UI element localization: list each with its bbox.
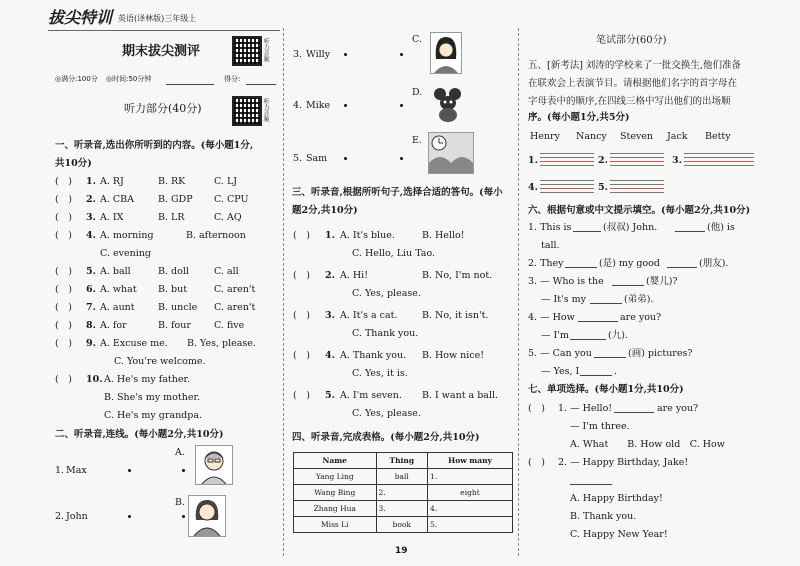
table-body xyxy=(294,469,513,533)
blank[interactable] xyxy=(570,484,612,485)
table-cell: Zhang Hua xyxy=(294,501,377,517)
exchange-name: Jack xyxy=(667,131,688,142)
blank[interactable] xyxy=(580,375,612,376)
blank[interactable] xyxy=(565,267,597,268)
item-num: 5. xyxy=(325,390,335,401)
match-dot[interactable] xyxy=(400,157,403,160)
table-header-cell: Thing xyxy=(376,453,428,469)
girl-picture xyxy=(430,32,462,74)
match-dot[interactable] xyxy=(344,157,347,160)
option-c[interactable]: C. You're welcome. xyxy=(114,356,206,367)
mother-picture xyxy=(188,495,226,537)
writing-line[interactable] xyxy=(540,157,594,158)
match-dot[interactable] xyxy=(128,469,131,472)
sec6-q4-a: 4. — How xyxy=(528,312,575,323)
option-a[interactable]: A. It's a cat. xyxy=(340,310,398,321)
sec6-title: 六、根据句意或中文提示填空。(每小题2分,共10分) xyxy=(528,205,751,216)
answer-paren[interactable]: ( ) xyxy=(293,310,310,321)
sec7-q2: 2. — Happy Birthday, Jake! xyxy=(558,457,689,468)
answer-paren[interactable]: ( ) xyxy=(55,320,72,331)
writing-line[interactable] xyxy=(684,157,754,158)
item-num: 4. xyxy=(86,230,96,241)
match-num: 1. xyxy=(55,465,65,476)
option-c[interactable]: C. Yes, please. xyxy=(352,408,421,419)
sec7-q1: 1. — Hello! xyxy=(558,403,613,414)
table-row xyxy=(294,501,513,517)
match-letter: E. xyxy=(412,135,422,146)
mouse-picture xyxy=(430,85,466,123)
option-a[interactable]: A. RJ xyxy=(100,176,124,187)
written-heading: 笔试部分(60分) xyxy=(596,35,667,46)
answer-paren[interactable]: ( ) xyxy=(55,212,72,223)
writing-line[interactable] xyxy=(610,192,664,193)
writing-line[interactable] xyxy=(540,192,594,193)
option-a[interactable]: A. Excuse me. xyxy=(100,338,168,349)
match-letter: D. xyxy=(412,87,423,98)
blank[interactable] xyxy=(667,267,697,268)
option-a[interactable]: A. morning xyxy=(100,230,154,241)
book-subtitle: 英语(译林版)三年级上 xyxy=(118,14,197,23)
sec7-q2-opt: C. Happy New Year! xyxy=(570,529,668,540)
listening-heading: 听力部分(40分) xyxy=(124,102,202,115)
sec6-q5-b: (画) pictures? xyxy=(628,348,693,359)
table-row xyxy=(294,469,513,485)
option-c[interactable]: C. LJ xyxy=(214,176,238,187)
sec6-q1-d: tall. xyxy=(541,240,560,251)
match-num: 3. xyxy=(293,49,303,60)
grandpa-picture xyxy=(195,445,233,485)
sec7-title: 七、单项选择。(每小题1分,共10分) xyxy=(528,384,684,395)
table-row xyxy=(294,517,513,533)
table-cell: Wang Bing xyxy=(294,485,377,501)
option-c[interactable]: C. He's my grandpa. xyxy=(104,410,203,421)
sec6-q5-a: 5. — Can you xyxy=(528,348,592,359)
item-num: 1. xyxy=(325,230,335,241)
option-c[interactable]: C. aren't xyxy=(214,302,256,313)
table-cell: eight xyxy=(428,485,513,501)
option-b[interactable]: B. Yes, please. xyxy=(187,338,256,349)
sec6-q5-c: — Yes, I xyxy=(541,366,580,377)
table-header-cell: Name xyxy=(294,453,377,469)
match-name: Max xyxy=(66,465,87,476)
sec6-q2-b: (是) my good xyxy=(599,258,660,269)
option-c[interactable]: C. AQ xyxy=(214,212,242,223)
item-num: 2. xyxy=(86,194,96,205)
table-blank-cell[interactable]: 2. xyxy=(376,485,428,501)
table-cell: book xyxy=(376,517,428,533)
line-num: 5. xyxy=(598,182,608,193)
item-num: 9. xyxy=(86,338,96,349)
writing-line[interactable] xyxy=(540,161,594,162)
writing-line[interactable] xyxy=(610,153,664,154)
sec7-q2-opt: A. Happy Birthday! xyxy=(570,493,663,504)
sec6-q3-d: (弟弟). xyxy=(624,294,654,305)
blank[interactable] xyxy=(578,321,618,322)
sec6-q2-a: 2. They xyxy=(528,258,564,269)
writing-line[interactable] xyxy=(684,165,754,166)
option-a[interactable]: A. aunt xyxy=(100,302,135,313)
item-num: 6. xyxy=(86,284,96,295)
item-num: 5. xyxy=(86,266,96,277)
option-b[interactable]: B. LR xyxy=(158,212,185,223)
answer-paren[interactable]: ( ) xyxy=(55,302,72,313)
table-blank-cell[interactable]: 3. xyxy=(376,501,428,517)
match-letter: A. xyxy=(175,447,185,458)
writing-line[interactable] xyxy=(610,161,664,162)
line-num: 1. xyxy=(528,155,538,166)
table-header-cell: How many xyxy=(428,453,513,469)
match-name: Willy xyxy=(306,49,331,60)
option-a[interactable]: A. ball xyxy=(100,266,131,277)
option-b[interactable]: B. afternoon xyxy=(186,230,246,241)
match-dot[interactable] xyxy=(400,104,403,107)
writing-line[interactable] xyxy=(610,188,664,189)
option-a[interactable]: A. IX xyxy=(100,212,124,223)
sec2-title: 二、听录音,连线。(每小题2分,共10分) xyxy=(55,429,224,440)
blank[interactable] xyxy=(614,412,654,413)
column-divider xyxy=(518,28,519,556)
sec1-title-cont: 共10分) xyxy=(55,158,92,169)
item-num: 1. xyxy=(86,176,96,187)
sec5-text: 五、[新考法] 刘涛的学校来了一批交换生,他们准备 xyxy=(528,60,741,71)
answer-paren[interactable]: ( ) xyxy=(55,176,72,187)
sec6-q3-b: (婴儿)? xyxy=(646,276,678,287)
blank[interactable] xyxy=(573,231,601,232)
item-num: 3. xyxy=(325,310,335,321)
sec6-q4-c: — I'm xyxy=(541,330,569,341)
writing-line[interactable] xyxy=(540,165,594,166)
sec4-title: 四、听录音,完成表格。(每小题2分,共10分) xyxy=(292,432,480,443)
option-a[interactable]: A. I'm seven. xyxy=(340,390,402,401)
sec6-q5-d: . xyxy=(614,366,618,377)
option-b[interactable]: B. RK xyxy=(158,176,186,187)
answer-paren[interactable]: ( ) xyxy=(55,374,72,385)
answer-paren[interactable]: ( ) xyxy=(528,403,545,414)
answer-paren[interactable]: ( ) xyxy=(528,457,545,468)
answer-paren[interactable]: ( ) xyxy=(55,266,72,277)
writing-line[interactable] xyxy=(540,188,594,189)
option-c[interactable]: C. Thank you. xyxy=(352,328,419,339)
name-line[interactable] xyxy=(166,84,214,85)
option-c[interactable]: C. evening xyxy=(100,248,151,259)
option-b[interactable]: B. How nice! xyxy=(422,350,485,361)
writing-line[interactable] xyxy=(540,153,594,154)
answer-paren[interactable]: ( ) xyxy=(55,284,72,295)
exchange-name: Henry xyxy=(530,131,560,142)
sec7-q2-opt: B. Thank you. xyxy=(570,511,637,522)
option-b[interactable]: B. Hello! xyxy=(422,230,465,241)
answer-paren[interactable]: ( ) xyxy=(55,194,72,205)
header-rule xyxy=(48,30,280,31)
option-c[interactable]: C. Yes, it is. xyxy=(352,368,408,379)
table-cell: Yang Ling xyxy=(294,469,377,485)
blank[interactable] xyxy=(594,357,626,358)
item-num: 2. xyxy=(325,270,335,281)
table-blank-cell[interactable]: 5. xyxy=(428,517,513,533)
sec6-q4-b: are you? xyxy=(620,312,662,323)
writing-line[interactable] xyxy=(684,153,754,154)
option-a[interactable]: A. Hi! xyxy=(340,270,369,281)
score-label: 得分: xyxy=(224,75,241,83)
sec6-q4-d: (九). xyxy=(608,330,628,341)
writing-line[interactable] xyxy=(540,180,594,181)
item-num: 7. xyxy=(86,302,96,313)
writing-line[interactable] xyxy=(610,180,664,181)
exchange-name: Betty xyxy=(705,131,731,142)
sec1-title: 一、听录音,选出你所听到的内容。(每小题1分, xyxy=(55,140,254,151)
match-name: Sam xyxy=(306,153,328,164)
qr-label: 听力音频 xyxy=(262,38,269,62)
option-a[interactable]: A. for xyxy=(100,320,127,331)
option-a[interactable]: A. Thank you. xyxy=(340,350,407,361)
sec6-q1-a: 1. This is xyxy=(528,222,572,233)
match-dot[interactable] xyxy=(344,104,347,107)
option-b[interactable]: B. four xyxy=(158,320,191,331)
sec6-q1-b: (叔叔) John. xyxy=(603,222,658,233)
table-blank-cell[interactable]: 1. xyxy=(428,469,513,485)
column-divider xyxy=(283,28,284,556)
line-num: 2. xyxy=(598,155,608,166)
item-num: 4. xyxy=(325,350,335,361)
sec7-q1b: are you? xyxy=(657,403,699,414)
table-blank-cell[interactable]: 4. xyxy=(428,501,513,517)
table-cell: ball xyxy=(376,469,428,485)
option-a[interactable]: A. CBA xyxy=(100,194,135,205)
match-name: John xyxy=(66,511,88,522)
sec6-q1-c: (他) is xyxy=(707,222,735,233)
answer-paren[interactable]: ( ) xyxy=(293,270,310,281)
option-b[interactable]: B. but xyxy=(158,284,188,295)
writing-line[interactable] xyxy=(610,157,664,158)
option-b[interactable]: B. I want a ball. xyxy=(422,390,499,401)
line-num: 3. xyxy=(672,155,682,166)
blank[interactable] xyxy=(590,303,622,304)
page-number: 19 xyxy=(395,546,408,556)
time-limit: ◎时间:50分钟 xyxy=(106,75,152,83)
option-c[interactable]: C. Hello, Liu Tao. xyxy=(352,248,436,259)
option-c[interactable]: C. Yes, please. xyxy=(352,288,421,299)
sec5-text: 序。(每小题1分,共5分) xyxy=(528,112,630,123)
exchange-name: Nancy xyxy=(576,131,607,142)
match-dot[interactable] xyxy=(182,469,185,472)
answer-paren[interactable]: ( ) xyxy=(55,230,72,241)
exchange-name: Steven xyxy=(620,131,654,142)
sec3-title: 三、听录音,根据所听句子,选择合适的答句。(每小 xyxy=(292,187,503,198)
answer-paren[interactable]: ( ) xyxy=(55,338,72,349)
score-line[interactable] xyxy=(246,84,276,85)
match-dot[interactable] xyxy=(182,515,185,518)
line-num: 4. xyxy=(528,182,538,193)
match-dot[interactable] xyxy=(344,53,347,56)
answer-table xyxy=(293,452,513,533)
match-letter: B. xyxy=(175,497,186,508)
blank[interactable] xyxy=(675,231,705,232)
option-a[interactable]: A. It's blue. xyxy=(340,230,395,241)
writing-line[interactable] xyxy=(610,184,664,185)
sec6-q3-a: 3. — Who is the xyxy=(528,276,604,287)
sec5-text: 在联欢会上表演节目。请根据他们名字的首字母在 xyxy=(528,78,738,89)
table-cell: Miss Li xyxy=(294,517,377,533)
answer-paren[interactable]: ( ) xyxy=(293,390,310,401)
option-c[interactable]: C. aren't xyxy=(214,284,256,295)
qr-code-icon[interactable] xyxy=(232,96,262,126)
option-c[interactable]: C. CPU xyxy=(214,194,249,205)
option-c[interactable]: C. all xyxy=(214,266,239,277)
table-header-row xyxy=(294,453,513,469)
full-score: ◎满分:100分 xyxy=(55,75,98,83)
option-b[interactable]: B. No, I'm not. xyxy=(422,270,493,281)
sec5-text: 字母表中的顺序,在四线三格中写出他们的出场顺 xyxy=(528,96,731,107)
writing-line[interactable] xyxy=(540,184,594,185)
clock-landscape-picture xyxy=(428,132,474,174)
match-num: 4. xyxy=(293,100,303,111)
option-b[interactable]: B. She's my mother. xyxy=(104,392,200,403)
option-a[interactable]: A. what xyxy=(100,284,137,295)
exam-title: 期末拔尖测评 xyxy=(122,44,201,59)
match-name: Mike xyxy=(306,100,331,111)
option-a[interactable]: A. He's my father. xyxy=(104,374,190,385)
match-num: 5. xyxy=(293,153,303,164)
sec7-q1c: — I'm three. xyxy=(570,421,630,432)
sec7-q1-options: A. What B. How old C. How xyxy=(570,439,725,450)
match-num: 2. xyxy=(55,511,65,522)
match-dot[interactable] xyxy=(128,515,131,518)
option-b[interactable]: B. uncle xyxy=(158,302,198,313)
answer-paren[interactable]: ( ) xyxy=(293,350,310,361)
sec6-q2-c: (朋友). xyxy=(699,258,729,269)
table-row xyxy=(294,485,513,501)
qr-label: 听力音频 xyxy=(262,98,269,122)
blank[interactable] xyxy=(570,339,606,340)
item-num: 3. xyxy=(86,212,96,223)
option-b[interactable]: B. doll xyxy=(158,266,189,277)
match-letter: C. xyxy=(412,34,422,45)
brand-logo: 拔尖特训 xyxy=(48,8,113,27)
writing-line[interactable] xyxy=(684,161,754,162)
sec3-title-cont: 题2分,共10分) xyxy=(292,205,358,216)
blank[interactable] xyxy=(612,285,644,286)
sec6-q3-c: — It's my xyxy=(541,294,586,305)
option-b[interactable]: B. GDP xyxy=(158,194,193,205)
answer-paren[interactable]: ( ) xyxy=(293,230,310,241)
option-c[interactable]: C. five xyxy=(214,320,245,331)
match-dot[interactable] xyxy=(400,53,403,56)
item-num: 8. xyxy=(86,320,96,331)
writing-line[interactable] xyxy=(610,165,664,166)
qr-code-icon[interactable] xyxy=(232,36,262,66)
item-num: 10. xyxy=(86,374,103,385)
option-b[interactable]: B. No, it isn't. xyxy=(422,310,489,321)
